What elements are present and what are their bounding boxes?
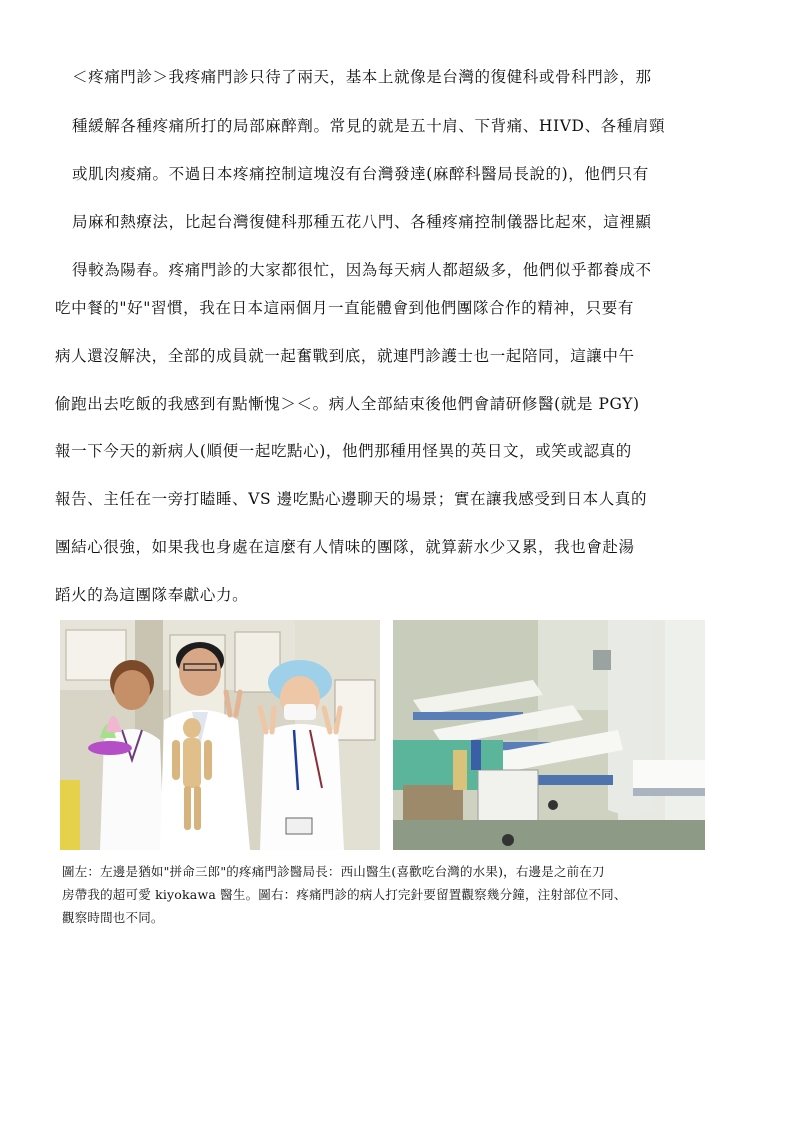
article-line-4: 局麻和熱療法，比起台灣復健科那種五花八門、各種疼痛控制儀器比起來，這裡顯 [72, 213, 652, 231]
caption-line-3: 觀察時間也不同。 [62, 910, 164, 925]
caption-line-2: 房帶我的超可愛 kiyokawa 醫生。圖右：疼痛門診的病人打完針要留置觀察幾分鐘，注射部位不同、 [62, 887, 627, 902]
caption-line-1: 圖左：左邊是猶如"拼命三郎"的疼痛門診醫局長：西山醫生(喜歡吃台灣的水果)，右邊是之前在刀 [62, 864, 605, 879]
article-line-8: 偷跑出去吃飯的我感到有點慚愧＞＜。病人全部結束後他們會請研修醫(就是 PGY) [55, 395, 640, 413]
article-line-1: ＜疼痛門診＞我疼痛門診只待了兩天，基本上就像是台灣的復健科或骨科門診，那 [72, 68, 652, 86]
photo-observation-beds [393, 620, 705, 850]
article-line-5: 得較為陽春。疼痛門診的大家都很忙，因為每天病人都超級多，他們似乎都養成不 [72, 261, 652, 279]
article-line-12: 蹈火的為這團隊奉獻心力。 [55, 586, 249, 604]
article-line-3: 或肌肉痠痛。不過日本疼痛控制這塊沒有台灣發達(麻醉科醫局長說的)，他們只有 [72, 165, 649, 183]
article-line-9: 報一下今天的新病人(順便一起吃點心)，他們那種用怪異的英日文，或笑或認真的 [55, 442, 632, 460]
article-line-11: 團結心很強，如果我也身處在這麼有人情味的團隊，就算薪水少又累，我也會赴湯 [55, 538, 635, 556]
article-line-2: 種緩解各種疼痛所打的局部麻醉劑。常見的就是五十肩、下背痛、HIVD、各種肩頸 [72, 117, 666, 135]
article-line-7: 病人還沒解決，全部的成員就一起奮戰到底，就連門診護士也一起陪同，這讓中午 [55, 347, 635, 365]
article-line-6: 吃中餐的"好"習慣，我在日本這兩個月一直能體會到他們團隊合作的精神，只要有 [55, 299, 634, 317]
photo-pain-clinic-staff [60, 620, 380, 850]
article-line-10: 報告、主任在一旁打瞌睡、VS 邊吃點心邊聊天的場景；實在讓我感受到日本人真的 [55, 490, 648, 508]
